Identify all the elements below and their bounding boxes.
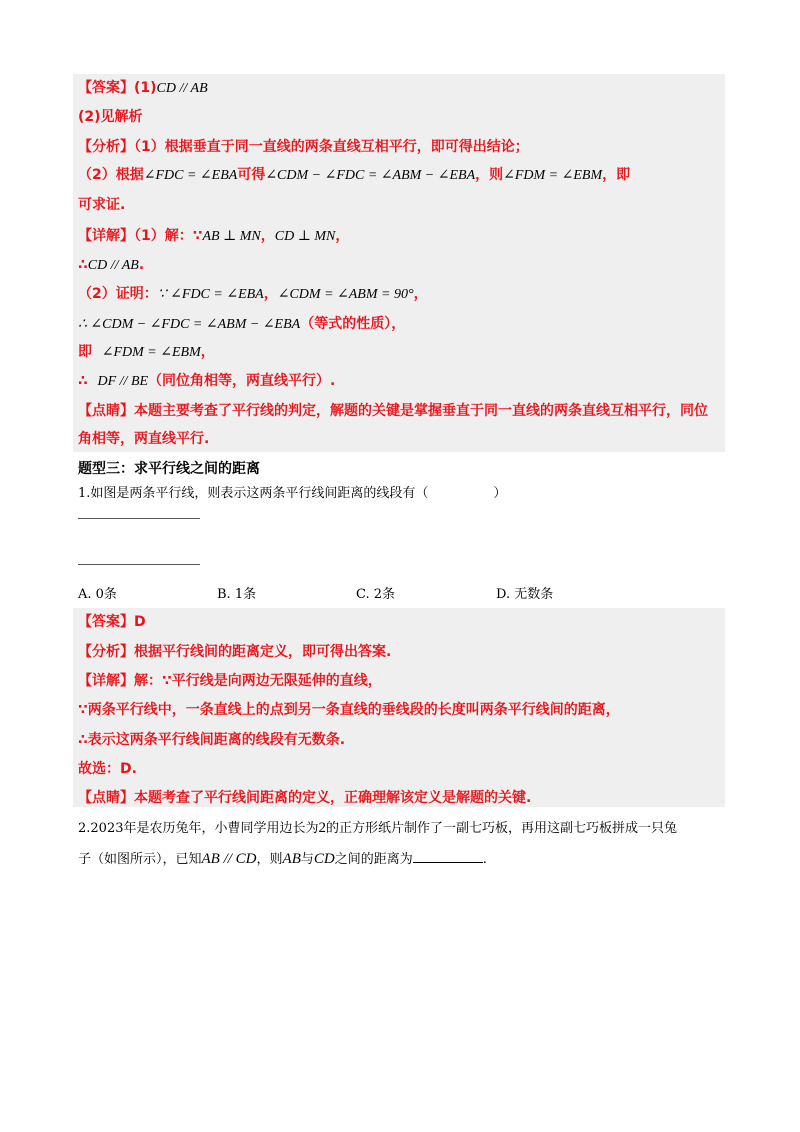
detail-2-line-2: ∵两条平行线中，一条直线上的点到另一条直线的垂线段的长度叫两条平行线间的距离， [78,702,620,718]
option-c: C. 2条 [356,587,396,602]
detail-line-2 [78,255,144,276]
detail-text-4b: （等式的性质）， [300,316,406,332]
detail-text-3a: （2）证明： [78,286,158,302]
detail-math-5b: ∠FDM = ∠EBM [101,345,201,360]
analysis-text-2c: 可得 [237,167,266,183]
answer-part-2: (2)见解析 [78,109,143,125]
detail-text-1e: ， [335,228,350,244]
q2-text-2a: 子（如图所示），已知 [78,852,202,867]
detail-text-3e: ， [413,286,428,302]
analysis-2-line: 【分析】根据平行线间的距离定义，即可得出答案. [78,644,392,660]
option-d: D. 无数条 [496,587,554,602]
answer-blank[interactable] [413,848,483,863]
analysis-math-2f: ∠FDM = ∠EBM [503,168,603,183]
detail-text-1c: ， [260,228,275,244]
detail-text-6a: ∴ [78,373,88,389]
detail-math-3d: ∠CDM = ∠ABM = 90° [277,287,414,302]
detail-text-5c: ， [200,344,215,360]
q2-text-1a: 2.2023年是农历兔年，小曹同学用边长为 [78,821,319,836]
q2-text-2c: ，则 [256,852,283,867]
answer-line [78,78,208,99]
detail-math-1b: AB ⊥ MN [202,229,261,244]
detail-math-6b: DF // BE [97,374,149,389]
q2-text-1c: 的正方形纸片制作了一副七巧板，再用这副七巧板拼成一只兔 [326,821,678,836]
q2-number: 2 [318,820,326,836]
detail-line-6 [78,371,335,392]
detail-math-2b: CD // AB [87,258,139,273]
detail-text-1a: （1）解：∵ [134,228,203,244]
detail-text-5a: 即 [78,344,92,360]
detail-line-4 [78,314,405,335]
detail-text-2a: ∴ [78,257,88,273]
detail-math-1d: CD ⊥ MN [274,229,336,244]
question-2-line-2 [78,848,487,870]
detail-line-5 [78,342,215,363]
parallel-line-2 [78,564,200,565]
option-b: B. 1条 [217,587,257,602]
detail-line-1 [78,226,349,247]
comment-2-line: 【点睛】本题考查了平行线间距离的定义，正确理解该定义是解题的关键. [78,790,532,806]
analysis-text-2g: ，即 [602,167,631,183]
analysis-line-1 [78,137,529,157]
question-1-stem: 1.如图是两条平行线，则表示这两条平行线间距离的线段有（ ） [78,486,507,501]
answer-line-2 [78,107,143,127]
analysis-text-2e: ，则 [475,167,504,183]
comment-line-2 [78,429,209,449]
q2-math-2d: AB [282,851,301,867]
analysis-math-2d: ∠CDM − ∠FDC = ∠ABM − ∠EBA [265,168,476,183]
detail-2-line-3: ∴表示这两条平行线间距离的线段有无数条. [78,732,346,748]
answer-2-line: 【答案】D [78,614,146,630]
analysis-line-2 [78,165,630,186]
solution-block-1 [73,74,725,452]
analysis-tag: 【分析】 [78,139,134,155]
parallel-line-1 [78,518,200,519]
detail-text-6c: （同位角相等，两直线平行）. [148,373,336,389]
question-2-line-1 [78,818,677,839]
q2-text-2g: 之间的距离为 [334,852,413,867]
detail-text-3c: ， [263,286,278,302]
comment-text-2: 角相等，两直线平行. [78,431,210,447]
analysis-text-1: （1）根据垂直于同一直线的两条直线互相平行，即可得出结论； [134,139,529,155]
analysis-math-2b: ∠FDC = ∠EBA [143,168,238,183]
detail-math-4a: ∴ ∠CDM − ∠FDC = ∠ABM − ∠EBA [78,317,301,332]
detail-2-line-4: 故选：D. [78,761,137,777]
comment-line-1 [78,401,708,421]
detail-2-line-1: 【详解】解：∵平行线是向两边无限延伸的直线， [78,673,382,689]
comment-text-1: 本题主要考查了平行线的判定，解题的关键是掌握垂直于同一直线的两条直线互相平行，同位 [134,403,708,419]
section-title: 题型三：求平行线之间的距离 [78,461,260,477]
analysis-text-3: 可求证. [78,197,126,213]
answer-part-1: (1) [134,80,157,96]
q2-text-2e: 与 [300,852,314,867]
q2-math-2f: CD [313,851,335,867]
detail-text-2c: . [138,257,145,273]
analysis-text-2a: （2）根据 [78,167,144,183]
answer-math: CD // AB [156,81,208,96]
detail-math-3b: ∵ ∠FDC = ∠EBA [157,287,264,302]
detail-tag: 【详解】 [78,228,134,244]
q2-math-2b: AB // CD [201,851,257,867]
q2-text-2h: . [482,852,487,867]
option-a: A. 0条 [78,587,117,602]
detail-line-3 [78,284,428,305]
comment-tag: 【点睛】 [78,403,134,419]
analysis-line-3 [78,195,125,215]
answer-tag: 【答案】 [78,80,134,96]
